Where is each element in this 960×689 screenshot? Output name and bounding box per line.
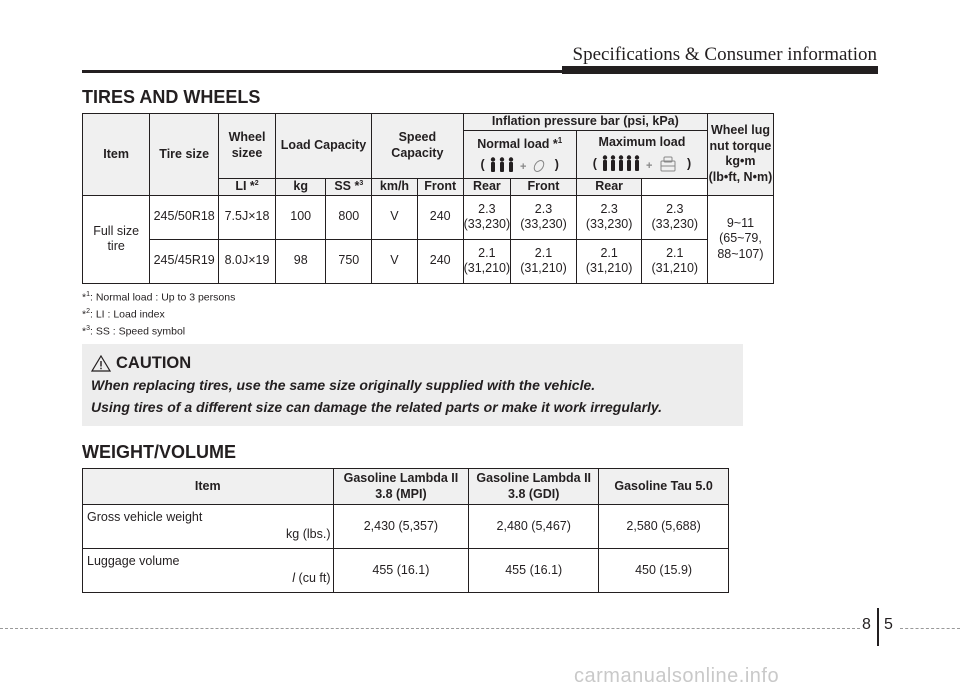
page-header-title: Specifications & Consumer information — [572, 44, 877, 65]
ss-cell: V — [372, 239, 418, 283]
max-rear-cell: 2.3 (33,230) — [642, 195, 708, 239]
weight-volume-heading: WEIGHT/VOLUME — [82, 442, 236, 462]
page-chapter: 8 — [862, 616, 871, 633]
svg-text:+: + — [645, 159, 653, 172]
max-rear-cell: 2.1 (31,210) — [642, 239, 708, 283]
header-tab — [562, 66, 878, 74]
value-cell: 455 (16.1) — [469, 549, 599, 593]
tires-heading: TIRES AND WHEELS — [82, 87, 261, 107]
row-label-full-size-tire: Full size tire — [83, 195, 150, 283]
value-cell: 2,480 (5,467) — [469, 505, 599, 549]
sub-max-rear: Rear — [576, 178, 642, 195]
footnote-1: *$^1$: Normal load : Up to 3 persons — [82, 291, 236, 304]
three-persons-luggage-icon — [489, 157, 551, 173]
page-number: 5 — [884, 616, 893, 633]
col-lug-nut: Wheel lug nut torque kg•m (lb•ft, N•m) — [708, 114, 774, 196]
footnote-2: *$^2$: LI : Load index — [82, 308, 165, 321]
col-tire-size: Tire size — [150, 114, 219, 196]
wheel-size-cell: 8.0J×19 — [219, 239, 276, 283]
sub-li: LI *$^2$ — [219, 178, 276, 195]
kmh-cell: 240 — [417, 195, 463, 239]
max-front-cell: 2.1 (31,210) — [576, 239, 642, 283]
table-row — [83, 505, 729, 549]
maximum-load-label: Maximum load — [598, 135, 686, 150]
wv-col-lambda-gdi: Gasoline Lambda II 3.8 (GDI) — [469, 469, 599, 505]
caution-title: CAUTION — [116, 354, 192, 372]
col-wheel-size: Wheel sizee — [219, 114, 276, 179]
tire-size-cell: 245/45R19 — [150, 239, 219, 283]
value-cell: 450 (15.9) — [599, 549, 729, 593]
sub-ss: SS *$^3$ — [326, 178, 372, 195]
wheel-size-cell: 7.5J×18 — [219, 195, 276, 239]
col-inflation: Inflation pressure bar (psi, kPa) — [463, 114, 708, 131]
normal-front-cell: 2.1 (31,210) — [463, 239, 511, 283]
five-persons-luggage-icon — [601, 155, 683, 173]
wv-col-lambda-mpi: Gasoline Lambda II 3.8 (MPI) — [333, 469, 469, 505]
luggage-volume-label: Luggage volume l (cu ft) — [83, 549, 334, 593]
normal-load-label: Normal load * — [477, 136, 558, 151]
tires-table — [82, 113, 877, 284]
caution-box — [82, 344, 743, 426]
wv-col-tau: Gasoline Tau 5.0 — [599, 469, 729, 505]
gross-weight-label: Gross vehicle weight kg (lbs.) — [83, 505, 334, 549]
value-cell: 2,580 (5,688) — [599, 505, 729, 549]
lug-nut-torque-cell: 9~11 (65~79, 88~107) — [708, 195, 774, 283]
kg-cell: 800 — [326, 195, 372, 239]
tire-size-cell: 245/50R18 — [150, 195, 219, 239]
weight-volume-table — [82, 468, 729, 593]
page-number-separator — [877, 608, 879, 646]
table-row — [83, 195, 877, 239]
ss-cell: V — [372, 195, 418, 239]
value-cell: 2,430 (5,357) — [333, 505, 469, 549]
sub-max-front: Front — [511, 178, 577, 195]
col-load-capacity: Load Capacity — [275, 114, 371, 179]
col-normal-load: Normal load *$^1$ ( + ) — [463, 130, 576, 178]
sub-kg: kg — [275, 178, 326, 195]
value-cell: 455 (16.1) — [333, 549, 469, 593]
watermark: carmanualsonline.info — [574, 665, 780, 687]
svg-text:+: + — [519, 160, 527, 173]
caution-line-2: Using tires of a different size can damage the related parts or make it work irregularly. — [91, 399, 663, 415]
sub-normal-front: Front — [417, 178, 463, 195]
caution-line-1: When replacing tires, use the same size originally supplied with the vehicle. — [91, 377, 596, 393]
footnote-3: *$^3$: SS : Speed symbol — [82, 325, 186, 338]
normal-rear-cell: 2.3 (33,230) — [511, 195, 577, 239]
li-cell: 98 — [275, 239, 326, 283]
footer-dashed-line-left — [0, 628, 860, 629]
sub-kmh: km/h — [372, 178, 418, 195]
normal-front-cell: 2.3 (33,230) — [463, 195, 511, 239]
footer-dashed-line-right — [900, 628, 960, 629]
kg-cell: 750 — [326, 239, 372, 283]
col-item: Item — [83, 114, 150, 196]
max-front-cell: 2.3 (33,230) — [576, 195, 642, 239]
kmh-cell: 240 — [417, 239, 463, 283]
col-speed-capacity: Speed Capacity — [372, 114, 463, 179]
normal-rear-cell: 2.1 (31,210) — [511, 239, 577, 283]
col-maximum-load: Maximum load ( + ) — [576, 130, 707, 178]
warning-triangle-icon — [91, 355, 111, 372]
li-cell: 100 — [275, 195, 326, 239]
table-row — [83, 549, 729, 593]
normal-load-sup: 1 — [557, 135, 563, 145]
wv-col-item: Item — [83, 469, 334, 505]
sub-normal-rear: Rear — [463, 178, 511, 195]
